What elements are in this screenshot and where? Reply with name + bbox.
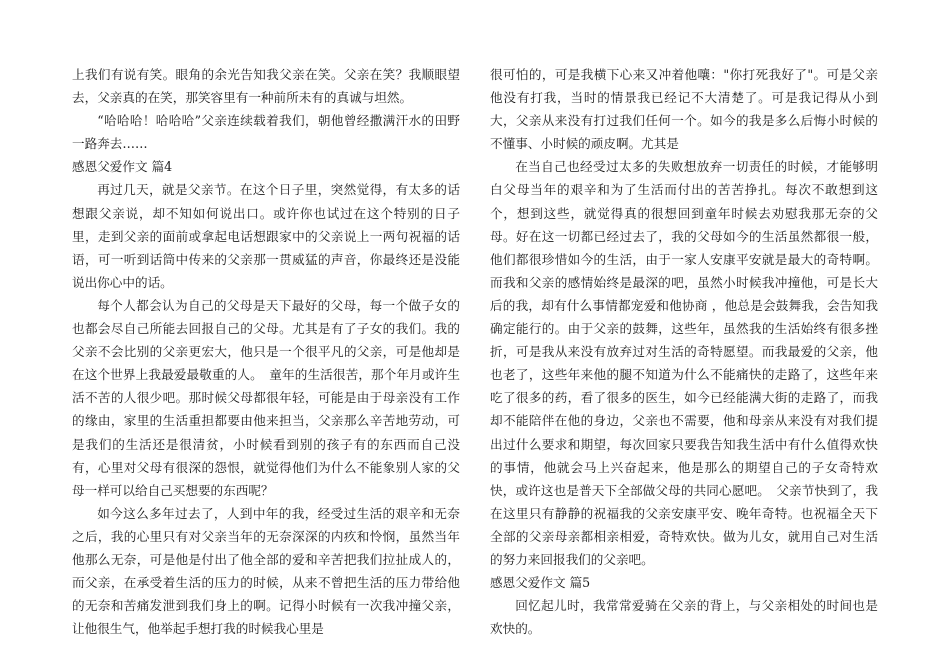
section-heading: 感恩父爱作文 篇4 bbox=[72, 159, 173, 175]
section-heading: 感恩父爱作文 篇5 bbox=[490, 575, 591, 591]
paragraph-continued: 很可怕的，可是我横下心来又冲着他嚷："你打死我好了"。可是父亲他没有打我，当时的情景我已经记不大清楚了。可是我记得从小到大，父亲从来没有打过我们任何一个。如今的我是多么后悔小时候的不懂事、小时候的顽皮啊。尤其是 bbox=[490, 67, 878, 152]
paragraph: 在当自己也经受过太多的失败想放弃一切责任的时候，才能够明白父母当年的艰辛和为了生活而付出的苦苦挣扎。每次不敢想到这个，想到这些，就觉得真的很想回到童年时候去劝慰我那无奈的父母。好在这一切都已经过去了，我的父母如今的生活虽然都很一般，他们都很珍惜如今的生活，由于一家人安康平安就是最大的奇特啊。而我和父亲的感情始终是最深的吧，虽然小时候我冲撞他，可是长大后的我，却有什么事情都宠爱和他协商 ，他总是会鼓舞我，会告知我确定能行的。由于父亲的鼓舞，这些年，虽然我的生活始终有很多挫折，可是我从来没有放弃过对生活的奇特愿望。而我最爱的父亲，他也老了，这些年来他的腿不知道为什么不能痛快的走路了，这些年来吃了很多的药，看了很多的医生，如今已经能满大街的走路了，而我却不能陪伴在他的身边，父亲也不需要，他和母亲从来没有对我们提出过什么要求和期望，每次回家只要我告知我生活中有什么值得欢快的事情，他就会马上兴奋起来，他是那么的期望自己的子女奇特欢快，或许这也是普天下全部做父母的共同心愿吧。 父亲节快到了，我在这里只有静静的祝福我的父亲安康平安、晚年奇特。也祝福全天下全部的父亲母亲都相亲相爱，奇特欢快。做为儿女，就用自己对生活的努力来回报我们的父亲吧。 bbox=[490, 159, 878, 567]
paragraph: “哈哈哈！哈哈哈”父亲连续载着我们，朝他曾经撒满汗水的田野一路奔去…… bbox=[72, 113, 460, 152]
paragraph: 每个人都会认为自己的父母是天下最好的父母，每一个做子女的也都会尽自己所能去回报自己的父母。尤其是有了子女的我们。我的父亲不会比别的父亲更宏大，他只是一个很平凡的父亲，可是他却是在这个世界上我最爱最敬重的人。 童年的生活很苦，那个年月或许生活不苦的人很少吧。那时候父母都很年轻，可能是由于母亲没有工作的缘由，家里的生活重担都要由他来担当，父亲那么辛苦地劳动，可是我们的生活还是很清贫，小时候看到别的孩子有的东西而自己没有，心里对父母有很深的怨恨，就觉得他们为什么不能象别人家的父母一样可以给自己买想要的东西呢？ bbox=[72, 297, 460, 498]
paragraph: 再过几天，就是父亲节。在这个日子里，突然觉得，有太多的话想跟父亲说，却不知如何说出口。或许你也试过在这个特别的日子里，走到父亲的面前或拿起电话想跟家中的父亲说上一两句祝福的话语，可一听到话筒中传来的父亲那一贯威猛的声音，你最终还是没能说出你心中的话。 bbox=[72, 182, 460, 290]
paragraph: 如今这么多年过去了，人到中年的我，经受过生活的艰辛和无奈之后，我的心里只有对父亲当年的无奈深深的内疚和怜悯，虽然当年他那么无奈，可是他是付出了他全部的爱和辛苦把我们拉扯成人的，而父亲，在承受着生活的压力的时候，从来不曾把生活的压力带给他的无奈和苦痛发泄到我们身上的啊。记得小时候有一次我冲撞父亲，让他很生气，他举起手想打我的时候我心里是 bbox=[72, 505, 460, 637]
paragraph: 回忆起儿时，我常常爱骑在父亲的背上，与父亲相处的时间也是欢快的。 bbox=[490, 598, 878, 637]
left-column bbox=[72, 63, 460, 640]
paragraph-continued: 上我们有说有笑。眼角的余光告知我父亲在笑。父亲在笑？我顺眼望去，父亲真的在笑，那笑容里有一种前所未有的真诚与坦然。 bbox=[72, 67, 460, 106]
right-column bbox=[490, 63, 878, 640]
